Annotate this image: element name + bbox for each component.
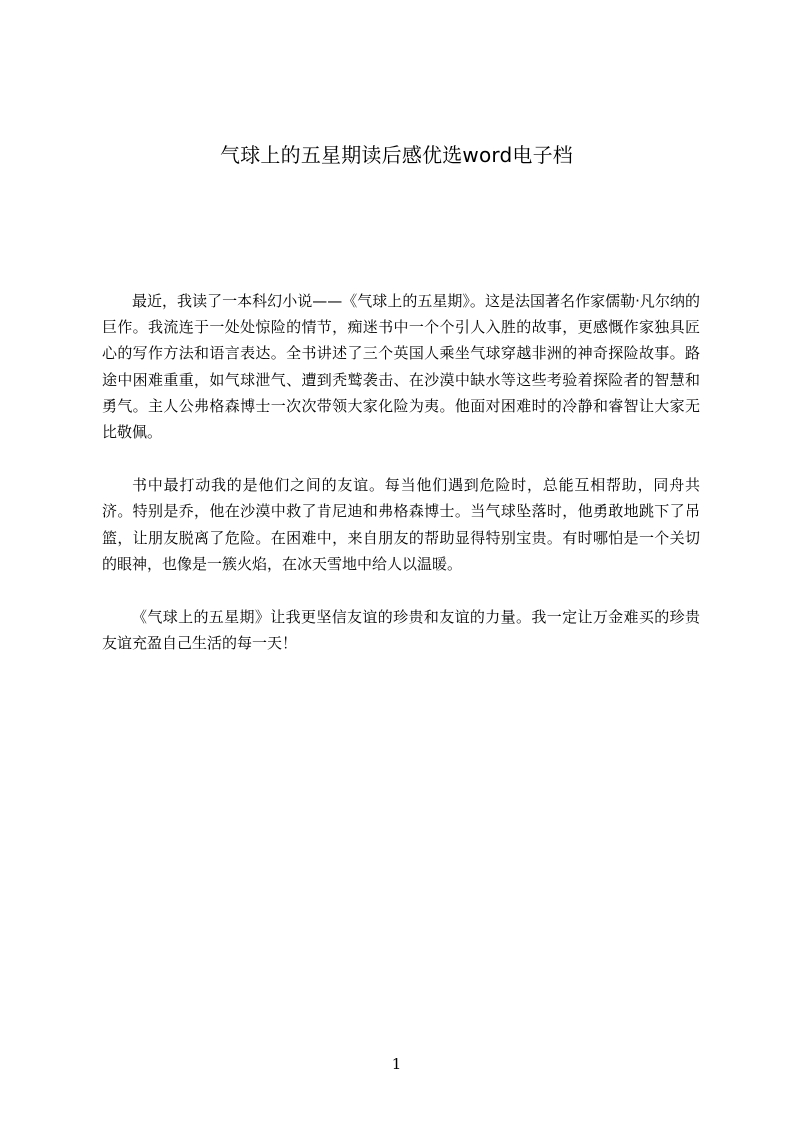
paragraph-2: 书中最打动我的是他们之间的友谊。每当他们遇到危险时，总能互相帮助，同舟共济。特别是乔，他在沙漠中救了肯尼迪和弗格森博士。当气球坠落时，他勇敢地跳下了吊篮，让朋友脱离了危险。在困难中，来自朋友的帮助显得特别宝贵。有时哪怕是一个关切的眼神，也像是一簇火焰，在冰天雪地中给人以温暖。	[102, 476, 700, 573]
document-body	[102, 288, 700, 683]
paragraph-1: 最近，我读了一本科幻小说——《气球上的五星期》。这是法国著名作家儒勒·凡尔纳的巨作。我流连于一处处惊险的情节，痴迷书中一个个引人入胜的故事，更感慨作家独具匠心的写作方法和语言表达。全书讲述了三个英国人乘坐气球穿越非洲的神奇探险故事。路途中困难重重，如气球泄气、遭到秃鹫袭击、在沙漠中缺水等这些考验着探险者的智慧和勇气。主人公弗格森博士一次次带领大家化险为夷。他面对困难时的冷静和睿智让大家无比敬佩。	[102, 292, 700, 442]
paragraph-3: 《气球上的五星期》让我更坚信友谊的珍贵和友谊的力量。我一定让万金难买的珍贵友谊充盈自己生活的每一天！	[102, 608, 700, 653]
page-number: 1	[391, 1055, 402, 1073]
document-title: 气球上的五星期读后感优选word电子档	[220, 143, 573, 167]
